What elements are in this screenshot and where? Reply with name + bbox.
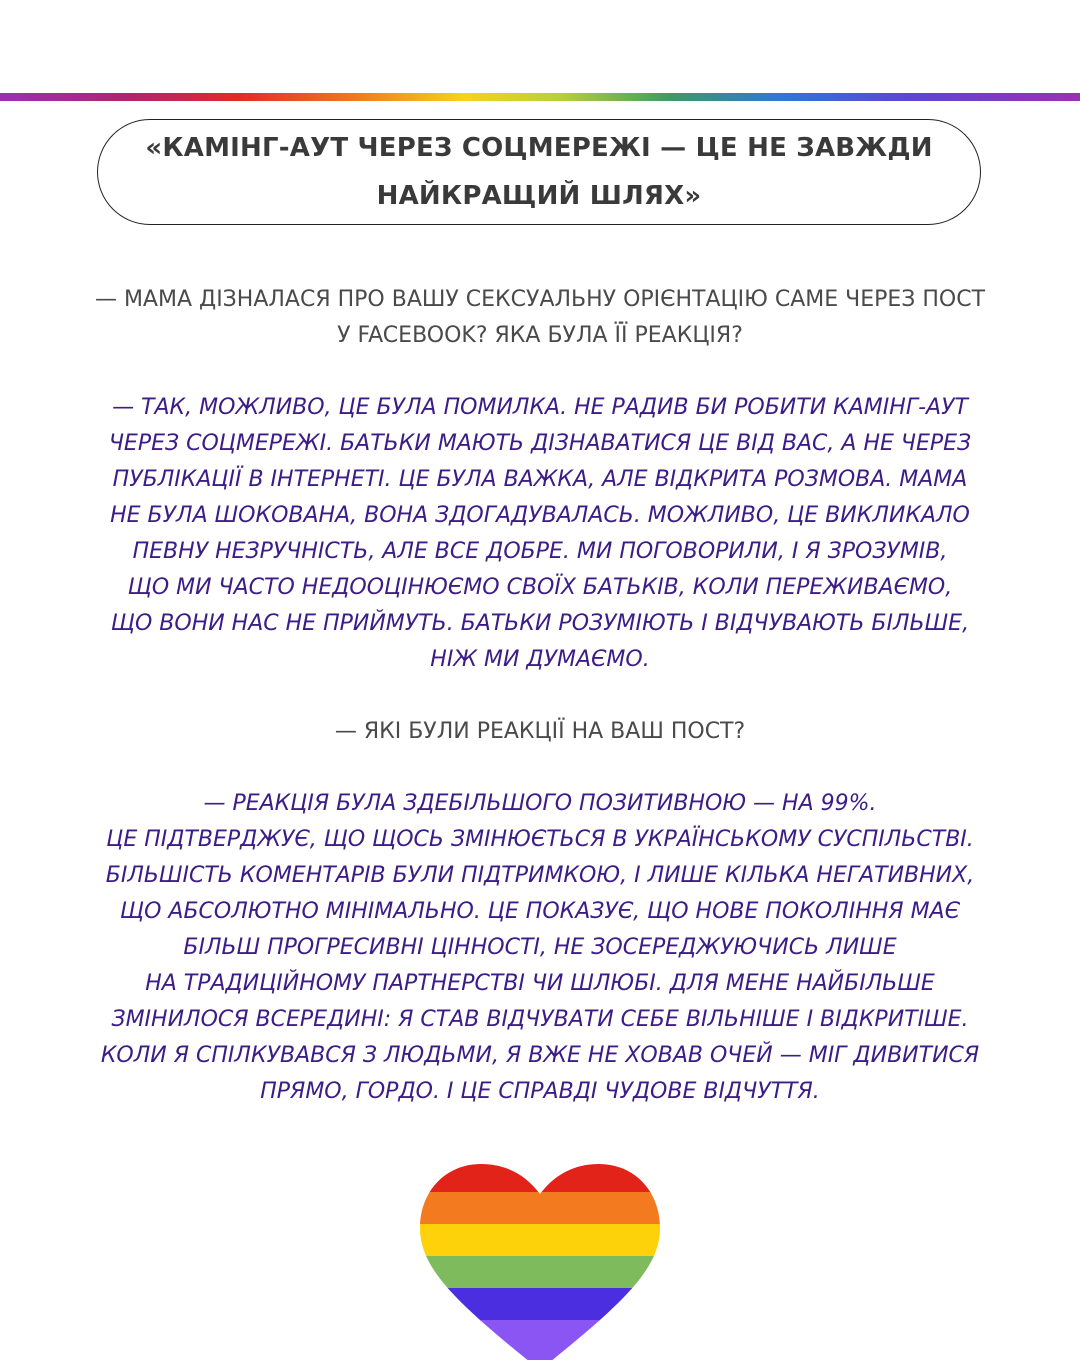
heart-stripe bbox=[415, 1192, 665, 1225]
answer-line: БІЛЬШ ПРОГРЕСИВНІ ЦІННОСТІ, НЕ ЗОСЕРЕДЖУЮЧИСЬ ЛИШЕ bbox=[183, 935, 897, 960]
answer-line: ПЕВНУ НЕЗРУЧНІСТЬ, АЛЕ ВСЕ ДОБРЕ. МИ ПОГОВОРИЛИ, І Я ЗРОЗУМІВ, bbox=[132, 539, 948, 564]
rainbow-heart-icon bbox=[415, 1160, 665, 1360]
answer-line: НА ТРАДИЦІЙНОМУ ПАРТНЕРСТВІ ЧИ ШЛЮБІ. ДЛЯ МЕНЕ НАЙБІЛЬШЕ bbox=[145, 971, 935, 996]
answer-2 bbox=[30, 786, 1050, 1110]
answer-line: — ТАК, МОЖЛИВО, ЦЕ БУЛА ПОМИЛКА. НЕ РАДИВ БИ РОБИТИ КАМІНГ-АУТ bbox=[112, 395, 968, 420]
answer-line: — РЕАКЦІЯ БУЛА ЗДЕБІЛЬШОГО ПОЗИТИВНОЮ — НА 99%. bbox=[203, 791, 877, 816]
answer-1 bbox=[30, 390, 1050, 678]
answer-line: ЧЕРЕЗ СОЦМЕРЕЖІ. БАТЬКИ МАЮТЬ ДІЗНАВАТИСЯ ЦЕ ВІД ВАС, А НЕ ЧЕРЕЗ bbox=[108, 431, 972, 456]
heart-stripe bbox=[415, 1160, 665, 1193]
answer-line: НЕ БУЛА ШОКОВАНА, ВОНА ЗДОГАДУВАЛАСЬ. МОЖЛИВО, ЦЕ ВИКЛИКАЛО bbox=[110, 503, 970, 528]
question-1 bbox=[30, 282, 1050, 354]
question-2 bbox=[30, 714, 1050, 750]
answer-line: ПУБЛІКАЦІЇ В ІНТЕРНЕТІ. ЦЕ БУЛА ВАЖКА, АЛЕ ВІДКРИТА РОЗМОВА. МАМА bbox=[112, 467, 968, 492]
heart-stripe bbox=[415, 1224, 665, 1257]
answer-line: ЗМІНИЛОСЯ ВСЕРЕДИНІ: Я СТАВ ВІДЧУВАТИ СЕБЕ ВІЛЬНІШЕ І ВІДКРИТІШЕ. bbox=[111, 1007, 969, 1032]
answer-line: ЦЕ ПІДТВЕРДЖУЄ, ЩО ЩОСЬ ЗМІНЮЄТЬСЯ В УКРАЇНСЬКОМУ СУСПІЛЬСТВІ. bbox=[106, 827, 974, 852]
answer-line: ЩО ВОНИ НАС НЕ ПРИЙМУТЬ. БАТЬКИ РОЗУМІЮТЬ І ВІДЧУВАЮТЬ БІЛЬШЕ, bbox=[110, 611, 970, 636]
heart-stripe bbox=[415, 1288, 665, 1321]
answer-line: НІЖ МИ ДУМАЄМО. bbox=[430, 647, 650, 672]
question-line: — ЯКІ БУЛИ РЕАКЦІЇ НА ВАШ ПОСТ? bbox=[334, 719, 746, 744]
heart-stripe bbox=[415, 1320, 665, 1360]
question-line: — МАМА ДІЗНАЛАСЯ ПРО ВАШУ СЕКСУАЛЬНУ ОРІЄНТАЦІЮ САМЕ ЧЕРЕЗ ПОСТ bbox=[94, 287, 986, 312]
answer-line: КОЛИ Я СПІЛКУВАВСЯ З ЛЮДЬМИ, Я ВЖЕ НЕ ХОВАВ ОЧЕЙ — МІГ ДИВИТИСЯ bbox=[100, 1043, 980, 1068]
answer-line: ЩО МИ ЧАСТО НЕДООЦІНЮЄМО СВОЇХ БАТЬКІВ, КОЛИ ПЕРЕЖИВАЄМО, bbox=[127, 575, 953, 600]
page-title bbox=[145, 124, 932, 220]
title-line-1: «КАМІНГ-АУТ ЧЕРЕЗ СОЦМЕРЕЖІ — ЦЕ НЕ ЗАВЖДИ bbox=[145, 133, 933, 163]
answer-line: ПРЯМО, ГОРДО. І ЦЕ СПРАВДІ ЧУДОВЕ ВІДЧУТТЯ. bbox=[260, 1079, 820, 1104]
rainbow-divider bbox=[0, 93, 1080, 101]
heart-stripe bbox=[415, 1256, 665, 1289]
title-box bbox=[97, 119, 981, 225]
interview-body bbox=[30, 282, 1050, 1110]
question-line: У FACEBOOK? ЯКА БУЛА ЇЇ РЕАКЦІЯ? bbox=[337, 323, 743, 348]
title-line-2: НАЙКРАЩИЙ ШЛЯХ» bbox=[376, 181, 702, 211]
answer-line: БІЛЬШІСТЬ КОМЕНТАРІВ БУЛИ ПІДТРИМКОЮ, І ЛИШЕ КІЛЬКА НЕГАТИВНИХ, bbox=[105, 863, 975, 888]
answer-line: ЩО АБСОЛЮТНО МІНІМАЛЬНО. ЦЕ ПОКАЗУЄ, ЩО НОВЕ ПОКОЛІННЯ МАЄ bbox=[120, 899, 960, 924]
